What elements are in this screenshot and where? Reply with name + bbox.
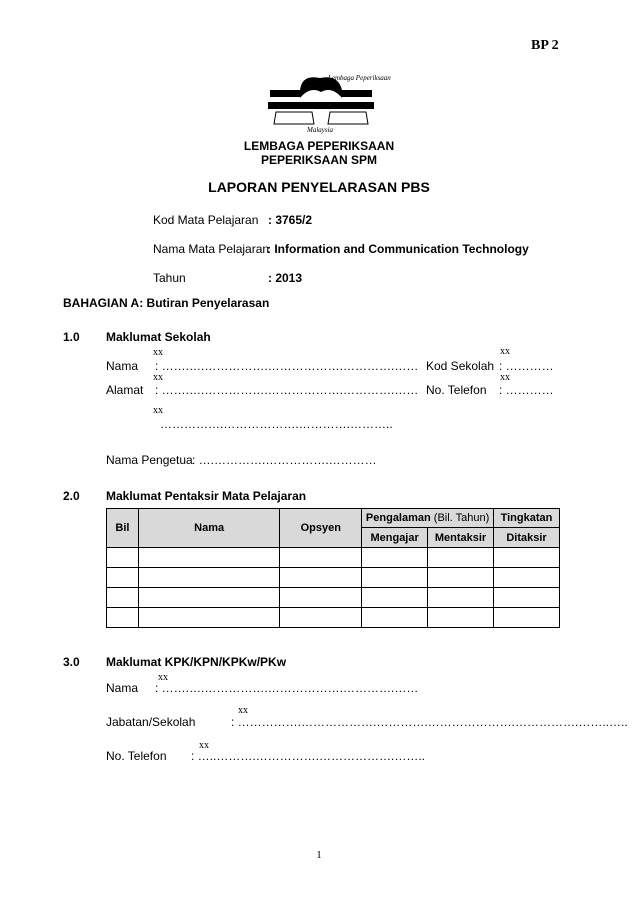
s1-alamat-xx: xx xyxy=(153,372,163,383)
col-nama: Nama xyxy=(138,509,279,548)
s3-telefon-xx: xx xyxy=(199,740,209,751)
report-title: LAPORAN PENYELARASAN PBS xyxy=(208,179,430,195)
s3-nama-field[interactable]: : …….….…………….……………….………….…… xyxy=(155,681,419,695)
col-pengalaman-label: Pengalaman xyxy=(365,512,431,524)
s3-jabatan-label: Jabatan/Sekolah xyxy=(106,715,196,729)
s1-kod-label: Kod Sekolah xyxy=(426,359,495,373)
col-ditaksir: Ditaksir xyxy=(494,528,560,548)
table-row xyxy=(107,588,560,608)
s2-title: Maklumat Pentaksir Mata Pelajaran xyxy=(106,489,307,503)
table-cell[interactable] xyxy=(138,568,279,588)
s1-kod-field[interactable]: : ………… xyxy=(499,359,554,373)
tahun-value: : 2013 xyxy=(268,271,303,285)
table-cell[interactable] xyxy=(362,568,428,588)
s1-telefon-label: No. Telefon xyxy=(426,383,487,397)
org-name: LEMBAGA PEPERIKSAAN xyxy=(243,139,395,153)
s1-title: Maklumat Sekolah xyxy=(106,330,211,344)
table-row xyxy=(107,608,560,628)
s1-nama-label: Nama xyxy=(106,359,139,373)
s1-telefon-xx: xx xyxy=(500,372,510,383)
nama-mp-value: : Information and Communication Technology xyxy=(267,242,529,256)
table-cell[interactable] xyxy=(107,568,139,588)
col-pengalaman-unit: (Bil. Tahun) xyxy=(433,512,490,524)
table-row xyxy=(107,568,560,588)
s1-alamat2-field[interactable]: …………….……………….………….……….. xyxy=(160,417,393,431)
col-tingkatan: Tingkatan xyxy=(494,509,560,528)
col-bil: Bil xyxy=(107,509,139,548)
table-cell[interactable] xyxy=(107,608,139,628)
tahun-label: Tahun xyxy=(153,271,186,285)
table-cell[interactable] xyxy=(428,568,494,588)
s1-alamat-label: Alamat xyxy=(106,383,144,397)
table-row xyxy=(107,548,560,568)
kod-label: Kod Mata Pelajaran xyxy=(153,213,259,227)
col-mentaksir: Mentaksir xyxy=(428,528,494,548)
table-cell[interactable] xyxy=(428,588,494,608)
table-cell[interactable] xyxy=(494,548,560,568)
col-mengajar: Mengajar xyxy=(362,528,428,548)
s1-pengetua-field[interactable]: : ….………….…………….………… xyxy=(192,453,377,467)
table-cell[interactable] xyxy=(280,568,362,588)
table-cell[interactable] xyxy=(362,608,428,628)
assessor-table xyxy=(106,508,560,628)
s3-telefon-label: No. Telefon xyxy=(106,749,167,763)
page-code: BP 2 xyxy=(531,38,559,53)
s1-nama-xx: xx xyxy=(153,347,163,358)
examination-board-logo xyxy=(262,68,391,134)
exam-name: PEPERIKSAAN SPM xyxy=(260,153,378,167)
s1-nama-field[interactable]: : …….….…………….……………….………….…… xyxy=(155,359,419,373)
s1-alamat-field[interactable]: : …….….…………….……………….………….…… xyxy=(155,383,419,397)
table-cell[interactable] xyxy=(280,548,362,568)
s1-telefon-field[interactable]: : ………… xyxy=(499,383,554,397)
nama-mp-label: Nama Mata Pelajaran xyxy=(153,242,270,256)
col-opsyen: Opsyen xyxy=(280,509,362,548)
table-cell[interactable] xyxy=(494,588,560,608)
table-cell[interactable] xyxy=(280,608,362,628)
table-cell[interactable] xyxy=(494,608,560,628)
s3-title: Maklumat KPK/KPN/KPKw/PKw xyxy=(106,655,287,669)
table-cell[interactable] xyxy=(494,568,560,588)
table-cell[interactable] xyxy=(428,548,494,568)
logo-top-text: Lembaga Peperiksaan xyxy=(328,74,391,82)
kod-value: : 3765/2 xyxy=(268,213,313,227)
table-cell[interactable] xyxy=(138,588,279,608)
table-cell[interactable] xyxy=(280,588,362,608)
page-number: 1 xyxy=(316,849,322,861)
table-cell[interactable] xyxy=(362,588,428,608)
table-cell[interactable] xyxy=(428,608,494,628)
s2-number: 2.0 xyxy=(63,489,80,503)
s3-jabatan-field[interactable]: : …………….……………….………….………………….…………….……..….. xyxy=(231,715,628,729)
s3-number: 3.0 xyxy=(63,655,80,669)
table-cell[interactable] xyxy=(138,548,279,568)
s1-number: 1.0 xyxy=(63,330,80,344)
s1-kod-xx: xx xyxy=(500,346,510,357)
table-cell[interactable] xyxy=(107,588,139,608)
s3-nama-xx: xx xyxy=(158,672,168,683)
table-cell[interactable] xyxy=(107,548,139,568)
table-cell[interactable] xyxy=(362,548,428,568)
s1-pengetua-label: Nama Pengetua xyxy=(106,453,193,467)
s3-nama-label: Nama xyxy=(106,681,139,695)
s3-jabatan-xx: xx xyxy=(238,705,248,716)
section-a-heading: BAHAGIAN A: Butiran Penyelarasan xyxy=(63,296,270,310)
s3-telefon-field[interactable]: : …..……….…………….……………….…….. xyxy=(191,749,426,763)
logo-bottom-text: Malaysia xyxy=(307,126,334,134)
col-pengalaman xyxy=(362,509,494,528)
s1-alamat2-xx: xx xyxy=(153,405,163,416)
table-cell[interactable] xyxy=(138,608,279,628)
